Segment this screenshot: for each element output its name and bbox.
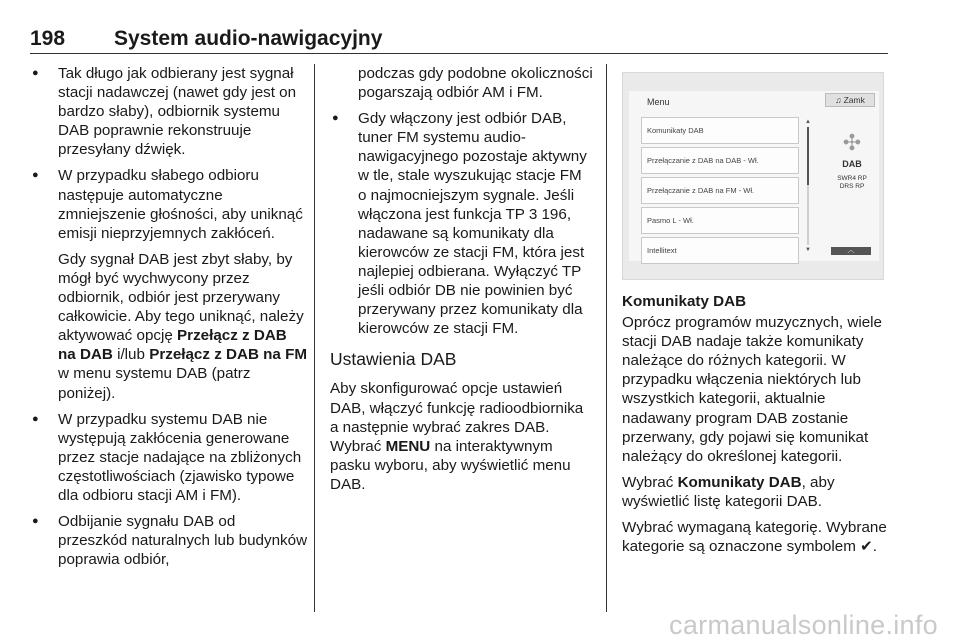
scroll-down-icon[interactable]: ▼ <box>805 247 811 253</box>
menu-item[interactable]: Intellitext <box>641 237 799 264</box>
bullet-item: ● Odbijanie sygnału DAB od przeszkód naturalnych lub budynków poprawia odbiór, <box>30 512 308 569</box>
dab-info-panel <box>825 131 879 191</box>
menu-item[interactable]: Komunikaty DAB <box>641 117 799 144</box>
antenna-icon: ✣ <box>842 130 862 155</box>
page-title: System audio-nawigacyjny <box>114 27 383 50</box>
column-divider-1 <box>314 64 315 612</box>
page-ref-icon: 3 <box>528 205 538 223</box>
option-dab-dab: Przełącz z DAB na DAB <box>58 327 287 364</box>
dab-menu-screenshot <box>622 72 884 280</box>
option-dab-fm: Przełącz z DAB na FM <box>149 346 308 364</box>
scroll-thumb[interactable] <box>807 127 809 185</box>
bullet-item: ● Tak długo jak odbierany jest sygnał stacji nadawczej (nawet gdy jest on bardzo słaby), odbiornik systemu DAB poprawnie rekonstruuje przesyłany dźwięk. <box>30 64 308 159</box>
paragraph: Wybrać Komunikaty DAB, aby wyświetlić listę kategorii DAB. <box>622 473 835 510</box>
menu-keyword: MENU <box>385 437 431 455</box>
bullet-continuation: Gdy sygnał DAB jest zbyt słaby, by mógł być wychwycony przez odbiornik, odbiór jest przerywany całkowicie. Aby tego uniknąć, należy aktywować opcję Przełącz z DAB na DAB i/lub Przełącz z DAB na FM w menu systemu DAB (patrz poniżej). <box>58 250 308 402</box>
column-2 <box>330 64 594 501</box>
menu-item[interactable]: Przełączanie z DAB na DAB - Wł. <box>641 147 799 174</box>
music-note-icon: ♫ <box>835 95 842 105</box>
station-label: DRS RP <box>839 183 865 190</box>
column-divider-2 <box>606 64 607 612</box>
screen-title: Menu <box>647 97 670 107</box>
bullet-item: ● W przypadku słabego odbioru następuje automatyczne zmniejszenie głośności, aby uniknąć emisji nieprzyjemnych zakłóceń. <box>30 166 308 242</box>
dab-label: DAB <box>842 159 862 169</box>
check-icon: ✔ <box>860 538 873 556</box>
page-number: 198 <box>30 27 66 50</box>
paragraph: Oprócz programów muzycznych, wiele stacji DAB nadaje także komunikaty należące do różnych kategorii. W przypadku włączenia niektórych lub wszystkich kategorii, aktualnie nadawany program DAB zostanie przerwany, gdy pojawi się komunikat należący do określonej kategorii. <box>622 314 882 465</box>
menu-list <box>641 117 799 267</box>
menu-item[interactable]: Pasmo L - Wł. <box>641 207 799 234</box>
column-3 <box>622 292 890 563</box>
paragraph: Wybrać wymaganą kategorię. Wybrane kategorie są oznaczone symbolem ✔. <box>622 519 887 556</box>
page-header <box>30 28 888 54</box>
bullet-continuation: podczas gdy podobne okoliczności pogarszają odbiór AM i FM. <box>358 65 593 102</box>
screen-area <box>629 91 879 261</box>
chevron-up-icon[interactable]: ︿ <box>831 247 871 255</box>
paragraph: Aby skonfigurować opcje ustawień DAB, włączyć funkcję radioodbiornika a następnie wybrać zakres DAB. Wybrać MENU na interaktywnym pasku wyboru, aby wyświetlić menu DAB. <box>330 380 584 493</box>
bullet-item: ● W przypadku systemu DAB nie występują zakłócenia generowane przez stacje nadające na zbliżonych częstotliwościach (zjawisko typowe dla odbioru stacji AM i FM). <box>30 410 308 505</box>
scroll-up-icon[interactable]: ▲ <box>805 119 811 125</box>
bullet-item: ● Gdy włączony jest odbiór DAB, tuner FM systemu audio-nawigacyjnego pozostaje aktywny w tle, stale wyszukując stacje FM o najmocniejszym sygnale. Jeśli włączona jest funkcja TP 3 196, nadawane są komunikaty dla kierowców ze stacji FM, która jest najlepiej odbierana. Wyłączyć TP jeśli odbiór DB nie powinien być przerywany przez komunikaty dla kierowców ze stacji FM. <box>330 109 594 338</box>
section-heading: Ustawienia DAB <box>330 349 457 370</box>
scrollbar[interactable] <box>805 119 811 257</box>
column-1 <box>30 64 308 576</box>
station-label: SWR4 RP <box>837 175 867 182</box>
watermark: carmanualsonline.info <box>669 610 938 640</box>
option-keyword: Komunikaty DAB <box>677 473 802 491</box>
section-heading: Komunikaty DAB <box>622 293 747 310</box>
menu-item[interactable]: Przełączanie z DAB na FM - Wł. <box>641 177 799 204</box>
close-button[interactable]: ♫ Zamk <box>825 93 875 107</box>
